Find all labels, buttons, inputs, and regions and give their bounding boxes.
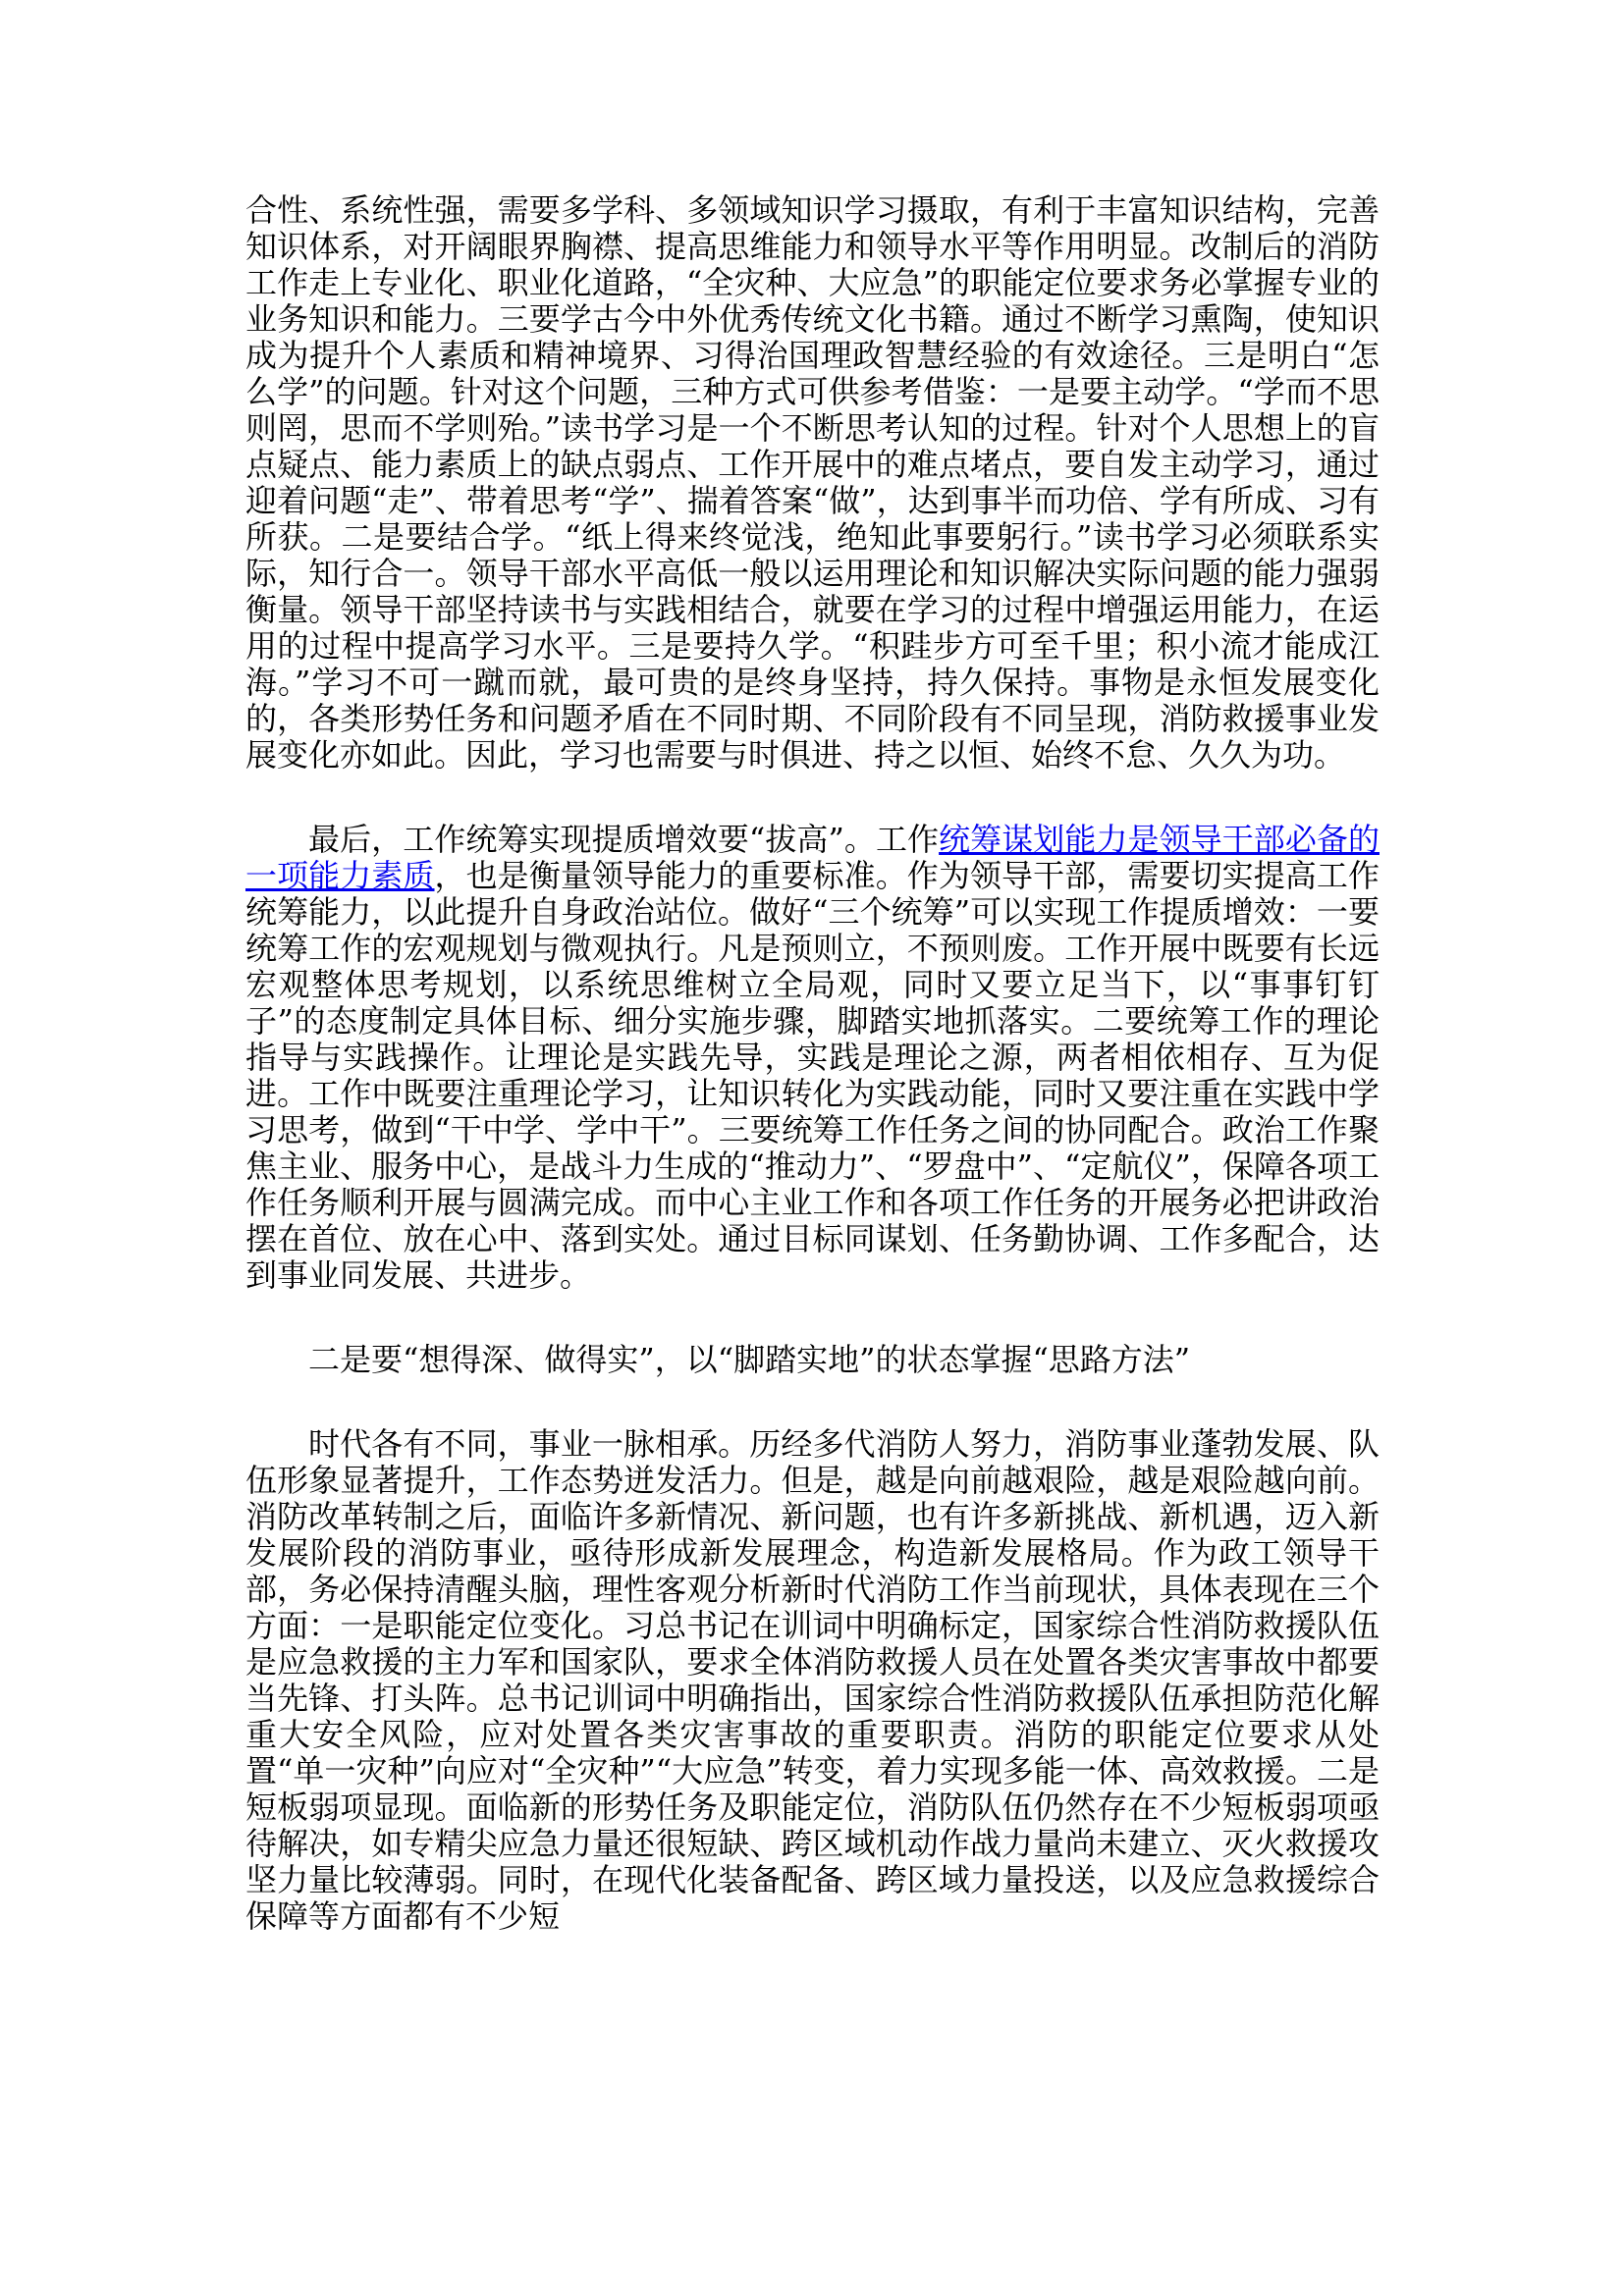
section-heading-thinking-methods: 二是要“想得深、做得实”，以“脚踏实地”的状态掌握“思路方法” (308, 1341, 1191, 1378)
paragraph-current-situation: 时代各有不同，事业一脉相承。历经多代消防人努力，消防事业蓬勃发展、队伍形象显著提升，工作态势迸发活力。但是，越是向前越艰险，越是艰险越向前。消防改革转制之后，面临许多新情况、新问题，也有许多新挑战、新机遇，迈入新发展阶段的消防事业，亟待形成新发展理念，构造新发展格局。作为政工领导干部，务必保持清醒头脑，理性客观分析新时代消防工作当前现状，具体表现在三个方面：一是职能定位变化。习总书记在训词中明确标定，国家综合性消防救援队伍是应急救援的主力军和国家队，要求全体消防救援人员在处置各类灾害事故中都要当先锋、打头阵。总书记训词中明确指出，国家综合性消防救援队伍承担防范化解重大安全风险，应对处置各类灾害事故的重要职责。消防的职能定位要求从处置“单一灾种”向应对“全灾种”“大应急”转变，着力实现多能一体、高效救援。二是短板弱项显现。面临新的形势任务及职能定位，消防队伍仍然存在不少短板弱项亟待解决，如专精尖应急力量还很短缺、跨区域机动作战力量尚未建立、灭火救援攻坚力量比较薄弱。同时，在现代化装备配备、跨区域力量投送，以及应急救援综合保障等方面都有不少短 (245, 1425, 1380, 1935)
paragraph-work-coordination (245, 822, 1380, 1294)
coordination-ability-link[interactable]: 统筹谋划能力是领导干部必备的一项能力素质 (245, 821, 1380, 894)
paragraph-work-coordination-rest: ，也是衡量领导能力的重要标准。作为领导干部，需要切实提高工作统筹能力，以此提升自身政治站位。做好“三个统筹”可以实现工作提质增效：一要统筹工作的宏观规划与微观执行。凡是预则立，不预则废。工作开展中既要有长远宏观整体思考规划，以系统思维树立全局观，同时又要立足当下，以“事事钉钉子”的态度制定具体目标、细分实施步骤，脚踏实地抓落实。二要统筹工作的理论指导与实践操作。让理论是实践先导，实践是理论之源，两者相依相存、互为促进。工作中既要注重理论学习，让知识转化为实践动能，同时又要注重在实践中学习思考，做到“干中学、学中干”。三要统筹工作任务之间的协同配合。政治工作聚焦主业、服务中心，是战斗力生成的“推动力”、“罗盘中”、“定航仪”，保障各项工作任务顺利开展与圆满完成。而中心主业工作和各项工作任务的开展务必把讲政治摆在首位、放在心中、落到实处。通过目标同谋划、任务勤协调、工作多配合，达到事业同发展、共进步。 (245, 857, 1380, 1294)
paragraph-study-methods: 合性、系统性强，需要多学科、多领域知识学习摄取，有利于丰富知识结构，完善知识体系，对开阔眼界胸襟、提高思维能力和领导水平等作用明显。改制后的消防工作走上专业化、职业化道路，“全灾种、大应急”的职能定位要求务必掌握专业的业务知识和能力。三要学古今中外优秀传统文化书籍。通过不断学习熏陶，使知识成为提升个人素质和精神境界、习得治国理政智慧经验的有效途径。三是明白“怎么学”的问题。针对这个问题，三种方式可供参考借鉴：一是要主动学。“学而不思则罔，思而不学则殆。”读书学习是一个不断思考认知的过程。针对个人思想上的盲点疑点、能力素质上的缺点弱点、工作开展中的难点堵点，要自发主动学习，通过迎着问题“走”、带着思考“学”、揣着答案“做”，达到事半而功倍、学有所成、习有所获。二是要结合学。“纸上得来终觉浅，绝知此事要躬行。”读书学习必须联系实际，知行合一。领导干部水平高低一般以运用理论和知识解决实际问题的能力强弱衡量。领导干部坚持读书与实践相结合，就要在学习的过程中增强运用能力，在运用的过程中提高学习水平。三是要持久学。“积跬步方可至千里；积小流才能成江海。”学习不可一蹴而就，最可贵的是终身坚持，持久保持。事物是永恒发展变化的，各类形势任务和问题矛盾在不同时期、不同阶段有不同呈现，消防救援事业发展变化亦如此。因此，学习也需要与时俱进、持之以恒、始终不怠、久久为功。 (245, 191, 1380, 774)
document-body (245, 192, 1380, 1983)
paragraph-work-coordination-start: 最后，工作统筹实现提质增效要“拔高”。工作 (308, 821, 940, 858)
